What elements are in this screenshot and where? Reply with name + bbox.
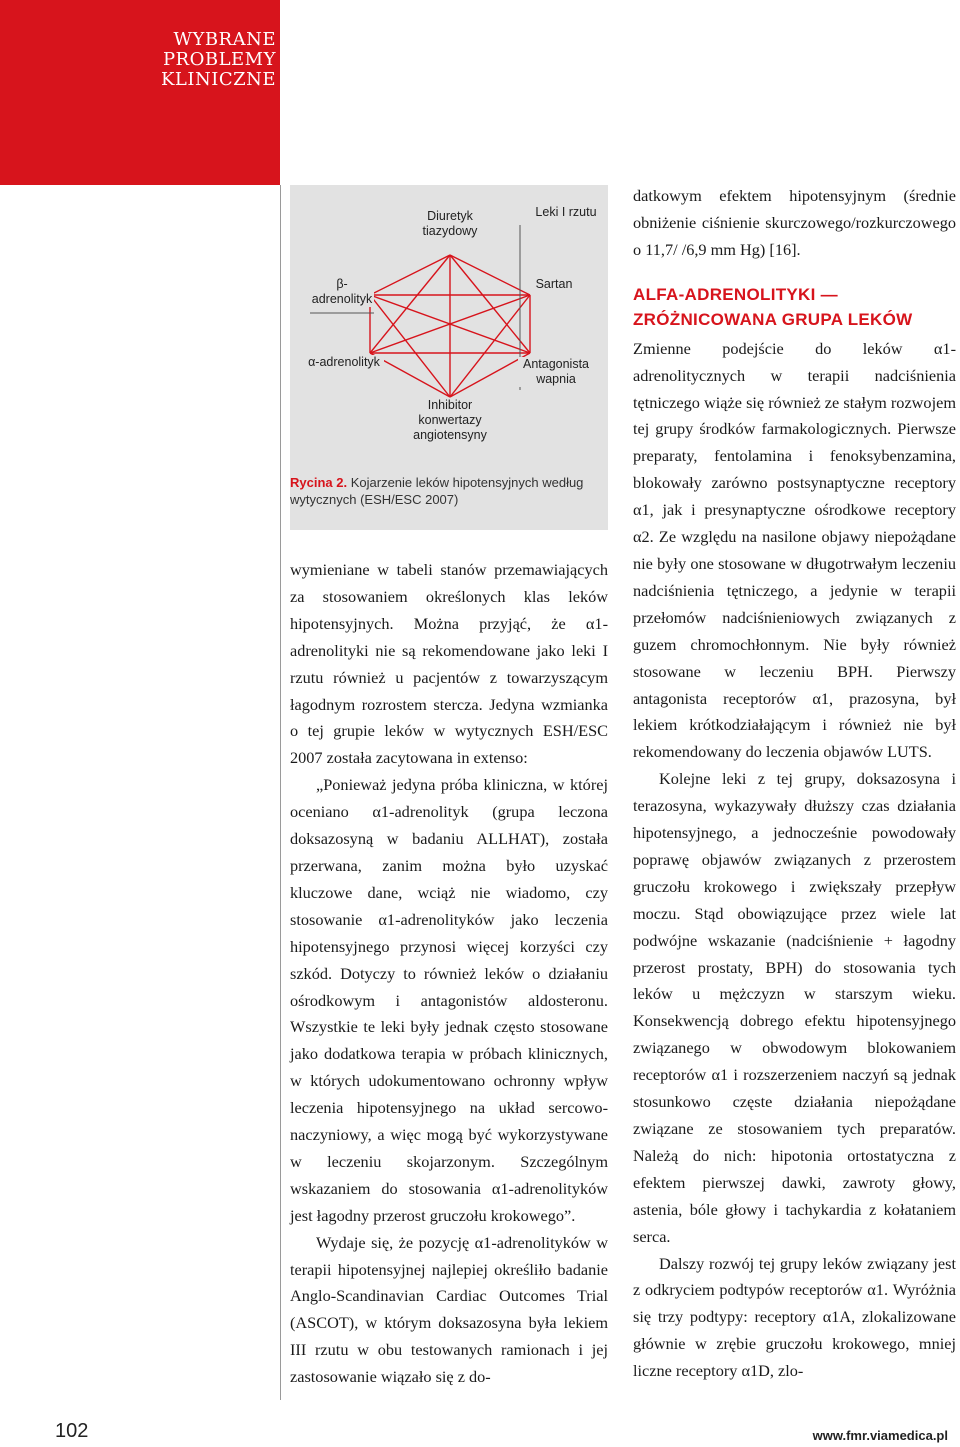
column-divider (280, 185, 281, 1400)
section-label-line-3: KLINICZNE (160, 69, 276, 90)
right-paragraph-4: Dalszy rozwój tej grupy leków związany jest z odkryciem podtypów receptorów α1. Wyróżnia się trzy podtypy: receptory α1A, zlokalizowane głównie w zrębie gruczołu krokowego, mniej liczne receptory α1D, zlo- (633, 1253, 956, 1381)
right-paragraph-2: Zmienne podejście do leków α1-adrenolitycznych w terapii nadciśnienia tętniczego wiąże się również ze stałym rozwojem tej grupy środków farmakologicznych. Pierwsze preparaty, fentolamina i fenoksybenzamina, blokowały zarówno postsynaptyczne receptory α1, jak i presynaptyczne ośrodkowe receptory α2. Ze względu na nasilone objawy niepożądane nie były one stosowane w długotrwałym leczeniu nadciśnienia tętniczego, a jedynie w terapii przełomów nadciśnieniowych związanych z guzem chromochłonnym. Nie były również stosowane w leczeniu BPH. Pierwszy antagonista receptorów α1, prazosyna, był lekiem krótkodziałającym i również nie był rekomendowany do leczenia objawów LUTS. (633, 338, 956, 762)
node-sartan: Sartan (526, 277, 582, 292)
node-diuretyk: Diuretyk tiazydowy (415, 209, 485, 239)
node-beta: β-adrenolityk (311, 277, 373, 306)
node-antagonista: Antagonista wapnia (518, 357, 594, 387)
section-label-box (0, 0, 280, 185)
section-label-line-2: PROBLEMY (162, 49, 276, 70)
section-label (0, 30, 276, 90)
edge (370, 295, 450, 397)
section-label-line-1: WYBRANE (173, 29, 276, 50)
first-line-label: Leki I rzutu (526, 205, 606, 220)
section-heading: ALFA-ADRENOLITYKI — ZRÓŻNICOWANA GRUPA LEKÓW (633, 284, 913, 329)
edge (370, 255, 450, 295)
right-paragraph-1: datkowym efektem hipotensyjnym (średnie obniżenie ciśnienie skurczowego/rozkurczowego o 11,7/ /6,9 mm Hg) [16]. (633, 186, 956, 259)
left-paragraph-1: wymieniane w tabeli stanów przemawiających za stosowaniem określonych klas leków hipotensyjnych. Można przyjąć, że α1-adrenolityki nie są rekomendowane jako leki I rzutu również u pacjentów z towarzyszącym łagodnym rozrostem stercza. Jedyna wzmianka o tej grupie leków w wytycznych ESH/ESC 2007 została zacytowana in extenso: (290, 560, 608, 768)
figure-caption (290, 474, 608, 508)
left-quote: „Ponieważ jedyna próba kliniczna, w której oceniano α1-adrenolityk (grupa leczona doksazosyną w badaniu ALLHAT), została przerwana, zanim można było uzyskać kluczowe dane, wciąż nie wiadomo, czy stosowanie α1-adrenolityków jako leczenia hipotensyjnego przynosi więcej korzyści czy szkód. Dotyczy to również leków o działaniu ośrodkowym i antagonistów aldosteronu. Wszystkie te leki były jednak często stosowane jako dodatkowa terapia w próbach klinicznych, w których udokumentowano ochronny wpływ leczenia hipotensyjnego na układ sercowo-naczyniowy, a więc mogą być wykorzystywane w leczeniu skojarzonym. Szczególnym wskazaniem do stosowania α1-adrenolityków jest łagodny przerost gruczołu krokowego”. (290, 775, 608, 1225)
edge (450, 255, 530, 295)
caption-text: Kojarzenie leków hipotensyjnych według wytycznych (ESH/ESC 2007) (290, 475, 584, 507)
left-paragraph-3: Wydaje się, że pozycję α1-adrenolityków w terapii hipotensyjnej najlepiej określiło badanie Anglo-Scandinavian Cardiac Outcomes Trial (ASCOT), w którym doksazosyna była lekiem III rzutu w obu testowanych ramionach i jej zastosowanie wiązało się z do- (290, 1232, 608, 1387)
site-url: www.fmr.viamedica.pl (812, 1428, 948, 1443)
left-column (290, 557, 608, 1391)
node-inhibitor: Inhibitor konwertazy angiotensyny (402, 398, 498, 443)
page-number: 102 (55, 1420, 89, 1442)
right-paragraph-3: Kolejne leki z tej grupy, doksazosyna i terazosyna, wykazywały dłuższy czas działania hipotensyjnego, a jednocześnie powodowały poprawę objawów związanych z przerostem gruczołu krokowego i zwiększały przepływ moczu. Stąd obowiązujące przez wiele lat podwójne wskazanie (nadciśnienie + łagodny przerost prostaty, BPH) do stosowania tych leków u mężczyzn w starszym wieku. Konsekwencją dobrego efektu hipotensyjnego związanego w obwodowym blokowaniem receptorów α1 i rozszerzeniem naczyń są jednak stosunkowo częste działania niepożądane związane ze stosowaniem tych preparatów. Należą do nich: hipotonia ortostatyczna z efektem pierwszej dawki, zawroty głowy, astenia, bóle głowy i tachykardia z kołataniem serca. (633, 769, 956, 1246)
right-column (633, 183, 956, 1385)
caption-label: Rycina 2. (290, 475, 348, 490)
node-alfa: α-adrenolityk (304, 355, 384, 370)
